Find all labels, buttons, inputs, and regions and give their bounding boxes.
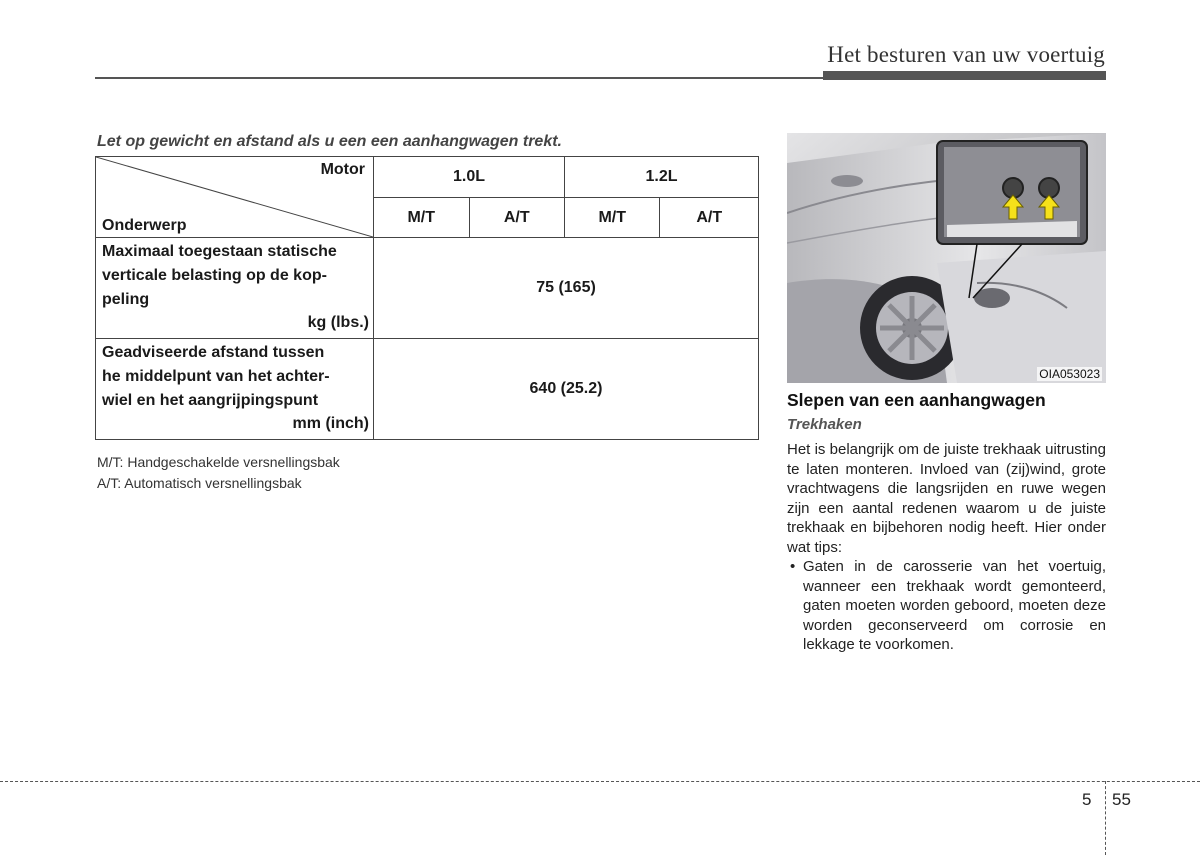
running-header: Het besturen van uw voertuig [827,42,1105,67]
row-label [96,238,374,339]
engine-header-2: 1.2L [564,157,758,198]
section-subtitle: Trekhaken [787,416,862,433]
transmission-header: A/T [660,198,759,238]
table-row [96,339,759,440]
corner-label-onderwerp: Onderwerp [102,217,187,234]
header-rule-thick [823,71,1106,80]
section-paragraph: Het is belangrijk om de juiste trekhaak uitrusting te laten monteren. Invloed van (zij)wind, grote vrachtwagens die langsrijden en ruwe wegen zijn een aantal redenen waarom u de juiste trekhaak en bijbehoren nodig heeft. Hier onder wat tips: [787,441,1106,556]
note-mt: M/T: Handgeschakelde versnellingsbak [97,454,340,470]
table-caption: Let op gewicht en afstand als u een een aanhangwagen trekt. [97,133,562,150]
row-label-line: Maximaal toegestaan statische [102,243,337,260]
bullet-symbol: • [790,558,796,575]
bullet-item [787,557,1106,655]
bullet-text: Gaten in de carosserie van het voertuig, wanneer een trekhaak wordt gemonteerd, gaten moeten worden geboord, moeten deze worden geconserveerd om corrosie en lekkage te voorkomen. [803,558,1106,654]
footer-divider-vertical [1105,781,1106,855]
row-label-line: he middelpunt van het achter- [102,368,330,385]
note-at: A/T: Automatisch versnellingsbak [97,475,302,491]
table-corner-header [96,157,374,238]
row-label-line: peling [102,291,150,308]
row-unit: kg (lbs.) [307,314,369,331]
transmission-header: M/T [374,198,470,238]
row-value: 640 (25.2) [374,339,759,440]
corner-label-motor: Motor [320,161,365,178]
row-label [96,339,374,440]
car-illustration [787,133,1106,383]
row-value: 75 (165) [374,238,759,339]
transmission-header: A/T [469,198,564,238]
car-rear-photo [787,133,1106,383]
trailer-spec-table [95,156,759,440]
engine-header-1: 1.0L [374,157,565,198]
table-notes [97,452,340,494]
row-label-line: verticale belasting op de kop- [102,267,327,284]
transmission-header: M/T [564,198,660,238]
table-row [96,238,759,339]
row-unit: mm (inch) [292,415,369,432]
chapter-number: 5 [1082,790,1092,809]
row-label-line: Geadviseerde afstand tussen [102,344,325,361]
header-rule [95,77,823,79]
row-label-line: wiel en het aangrijpingspunt [102,392,319,409]
footer-divider [0,781,1200,782]
section-title: Slepen van een aanhangwagen [787,390,1046,410]
page-number: 55 [1112,790,1131,809]
figure-code: OIA053023 [1039,367,1100,381]
